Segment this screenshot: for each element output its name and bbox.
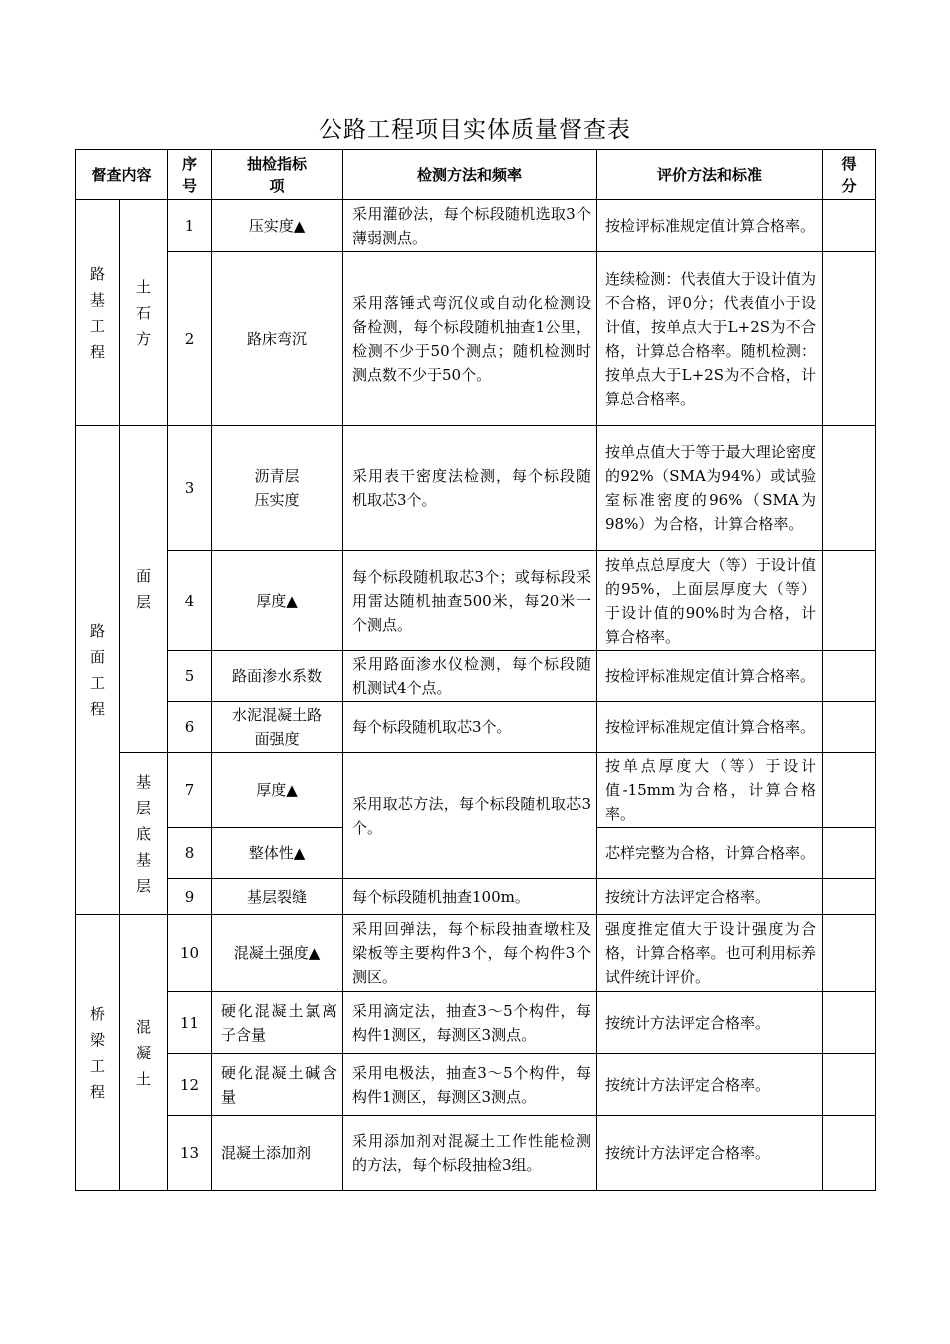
seq-cell: 12 [168, 1054, 212, 1116]
item-cell: 厚度▲ [212, 753, 343, 828]
seq-cell: 11 [168, 992, 212, 1054]
seq-cell: 13 [168, 1116, 212, 1191]
group-earth: 土石方 [120, 200, 168, 426]
group-base: 基层底基层 [120, 753, 168, 915]
item-cell: 混凝土添加剂 [212, 1116, 343, 1191]
score-cell [823, 702, 876, 753]
standard-cell: 按检评标准规定值计算合格率。 [597, 651, 823, 702]
item-cell: 水泥混凝土路面强度 [212, 702, 343, 753]
item-cell: 硬化混凝土氯离子含量 [212, 992, 343, 1054]
item-cell: 路面渗水系数 [212, 651, 343, 702]
header-item: 抽检指标项 [212, 150, 343, 200]
score-cell [823, 252, 876, 426]
table-row [76, 915, 876, 992]
table-row [76, 252, 876, 426]
method-cell: 采用添加剂对混凝土工作性能检测的方法，每个标段抽检3组。 [343, 1116, 597, 1191]
table-row [76, 879, 876, 915]
table-row [76, 651, 876, 702]
table-row [76, 551, 876, 651]
table-row [76, 992, 876, 1054]
group-concrete: 混凝土 [120, 915, 168, 1191]
table-row [76, 1116, 876, 1191]
item-cell: 硬化混凝土碱含量 [212, 1054, 343, 1116]
standard-cell: 按统计方法评定合格率。 [597, 1116, 823, 1191]
method-cell: 每个标段随机抽查100m。 [343, 879, 597, 915]
group-pavement: 路面工程 [76, 426, 120, 915]
method-cell: 采用路面渗水仪检测，每个标段随机测试4个点。 [343, 651, 597, 702]
header-score: 得分 [823, 150, 876, 200]
standard-cell: 按统计方法评定合格率。 [597, 1054, 823, 1116]
standard-cell: 按单点厚度大（等）于设计值-15mm为合格，计算合格率。 [597, 753, 823, 828]
standard-cell: 连续检测：代表值大于设计值为不合格，评0分；代表值小于设计值，按单点大于L+2S为不合格，计算总合格率。随机检测：按单点大于L+2S为不合格，计算总合格率。 [597, 252, 823, 426]
method-cell: 采用灌砂法，每个标段随机选取3个薄弱测点。 [343, 200, 597, 252]
table-row [76, 200, 876, 252]
item-cell: 基层裂缝 [212, 879, 343, 915]
standard-cell: 按单点总厚度大（等）于设计值的95%，上面层厚度大（等）于设计值的90%时为合格，计算合格率。 [597, 551, 823, 651]
score-cell [823, 651, 876, 702]
score-cell [823, 753, 876, 828]
method-cell: 每个标段随机取芯3个；或每标段采用雷达随机抽查500米，每20米一个测点。 [343, 551, 597, 651]
seq-cell: 8 [168, 828, 212, 879]
standard-cell: 按检评标准规定值计算合格率。 [597, 702, 823, 753]
seq-cell: 3 [168, 426, 212, 551]
method-cell: 采用表干密度法检测，每个标段随机取芯3个。 [343, 426, 597, 551]
seq-cell: 6 [168, 702, 212, 753]
table-row [76, 1054, 876, 1116]
seq-cell: 4 [168, 551, 212, 651]
item-cell: 压实度▲ [212, 200, 343, 252]
score-cell [823, 1116, 876, 1191]
seq-cell: 10 [168, 915, 212, 992]
seq-cell: 1 [168, 200, 212, 252]
item-cell: 整体性▲ [212, 828, 343, 879]
score-cell [823, 992, 876, 1054]
method-cell: 采用落锤式弯沉仪或自动化检测设备检测，每个标段随机抽查1公里，检测不少于50个测点；随机检测时测点数不少于50个。 [343, 252, 597, 426]
standard-cell: 按单点值大于等于最大理论密度的92%（SMA为94%）或试验室标准密度的96%（SMA为98%）为合格，计算合格率。 [597, 426, 823, 551]
score-cell [823, 1054, 876, 1116]
score-cell [823, 426, 876, 551]
group-bridge: 桥梁工程 [76, 915, 120, 1191]
standard-cell: 按检评标准规定值计算合格率。 [597, 200, 823, 252]
score-cell [823, 915, 876, 992]
table-row [76, 426, 876, 551]
method-cell: 采用回弹法，每个标段抽查墩柱及梁板等主要构件3个，每个构件3个测区。 [343, 915, 597, 992]
score-cell [823, 828, 876, 879]
item-cell: 厚度▲ [212, 551, 343, 651]
seq-cell: 2 [168, 252, 212, 426]
header-method: 检测方法和频率 [343, 150, 597, 200]
seq-cell: 7 [168, 753, 212, 828]
item-cell: 沥青层压实度 [212, 426, 343, 551]
standard-cell: 强度推定值大于设计强度为合格，计算合格率。也可利用标养试件统计评价。 [597, 915, 823, 992]
header-content: 督查内容 [76, 150, 168, 200]
group-surface: 面层 [120, 426, 168, 753]
seq-cell: 9 [168, 879, 212, 915]
table-row [76, 702, 876, 753]
inspection-table [75, 149, 876, 1191]
group-roadbed: 路基工程 [76, 200, 120, 426]
standard-cell: 按统计方法评定合格率。 [597, 992, 823, 1054]
method-cell: 每个标段随机取芯3个。 [343, 702, 597, 753]
score-cell [823, 551, 876, 651]
method-cell: 采用电极法，抽查3～5个构件，每构件1测区，每测区3测点。 [343, 1054, 597, 1116]
score-cell [823, 200, 876, 252]
method-cell: 采用滴定法，抽查3～5个构件，每构件1测区，每测区3测点。 [343, 992, 597, 1054]
header-seq: 序号 [168, 150, 212, 200]
page-title: 公路工程项目实体质量督查表 [319, 117, 631, 143]
standard-cell: 芯样完整为合格，计算合格率。 [597, 828, 823, 879]
item-cell: 路床弯沉 [212, 252, 343, 426]
header-standard: 评价方法和标准 [597, 150, 823, 200]
method-cell: 采用取芯方法，每个标段随机取芯3个。 [343, 753, 597, 879]
score-cell [823, 879, 876, 915]
header-row [76, 150, 876, 200]
seq-cell: 5 [168, 651, 212, 702]
table-row [76, 753, 876, 828]
item-cell: 混凝土强度▲ [212, 915, 343, 992]
standard-cell: 按统计方法评定合格率。 [597, 879, 823, 915]
